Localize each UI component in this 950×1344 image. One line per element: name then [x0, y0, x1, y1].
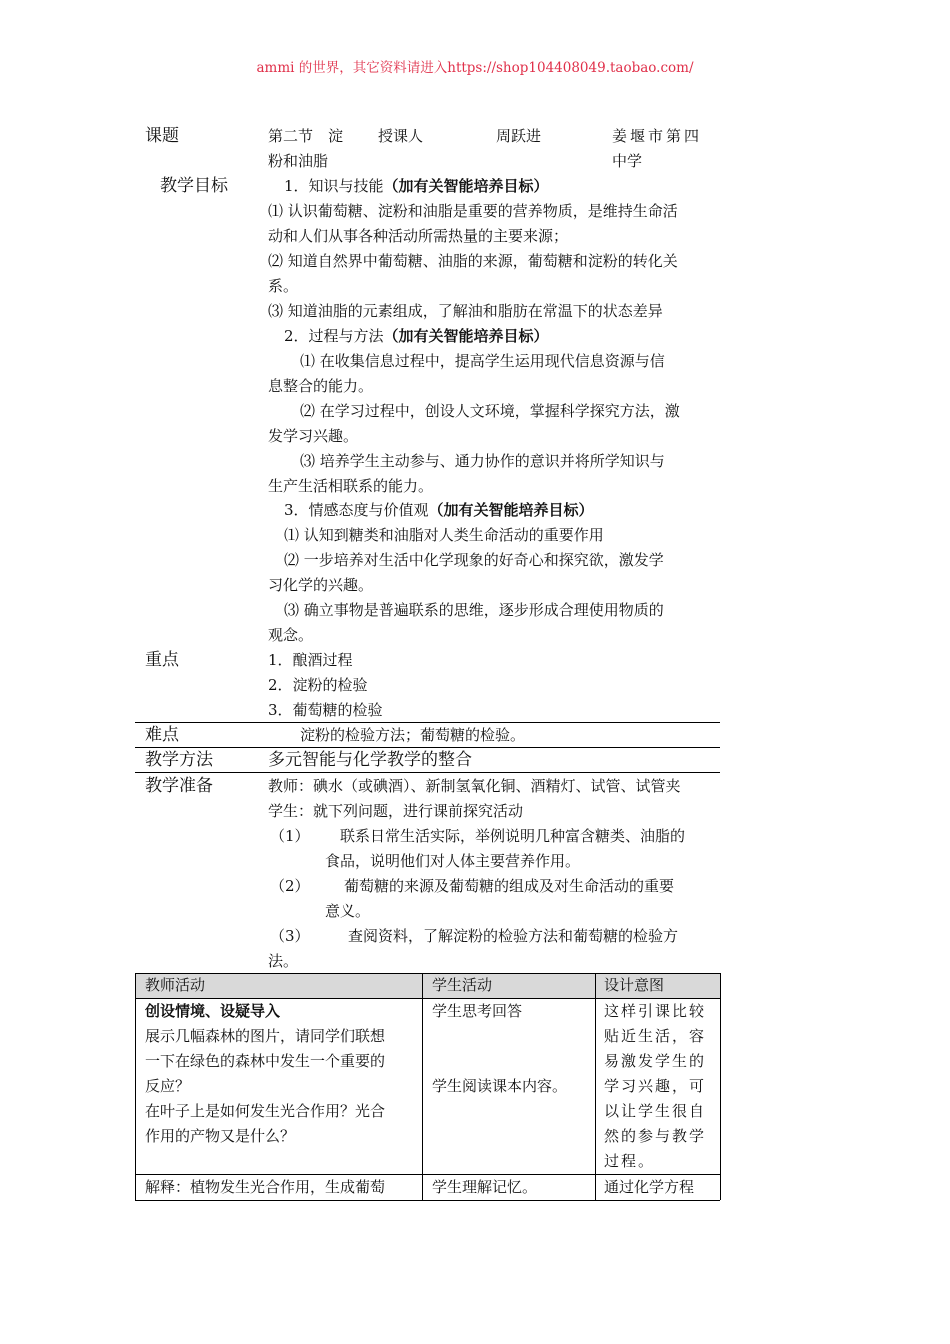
topic-line-2: 粉和油脂: [268, 152, 329, 170]
goal-1-line: 动和人们从事各种活动所需热量的主要来源；: [268, 227, 569, 245]
goals-label: 教学目标: [160, 176, 228, 196]
goal-2-line: 生产生活相联系的能力。: [268, 477, 434, 495]
table-cell-teacher-line: 反应？: [145, 1077, 191, 1095]
teacher-name: 周跃进: [496, 127, 542, 145]
page-header-link[interactable]: ammi 的世界，其它资料请进入https://shop104408049.taobao.com/: [256, 60, 694, 76]
difficulty-label: 难点: [145, 725, 179, 745]
goal-3-line: 习化学的兴趣。: [268, 576, 374, 594]
goal-3-line: ⑵ 一步培养对生活中化学现象的好奇心和探究欲，激发学: [284, 551, 664, 569]
table-cell-intent-line: 过程。: [604, 1152, 656, 1170]
goal-2-line: ⑶ 培养学生主动参与、通力协作的意识并将所学知识与: [300, 452, 665, 470]
goal-2-line: ⑴ 在收集信息过程中，提高学生运用现代信息资源与信: [300, 352, 665, 370]
prep-item-number: （3）: [270, 927, 310, 945]
goal-section-2-title: 2．过程与方法（加有关智能培养目标）: [284, 327, 549, 345]
prep-teacher: 教师：碘水（或碘酒）、新制氢氧化铜、酒精灯、试管、试管夹: [268, 777, 681, 795]
table-cell-student: 学生思考回答: [432, 1002, 523, 1020]
table-cell-teacher: 解释：植物发生光合作用，生成葡萄: [145, 1178, 386, 1196]
key-points-label: 重点: [145, 650, 179, 670]
teacher-label: 授课人: [378, 127, 424, 145]
table-cell-intent-line: 然的参与教学: [604, 1127, 707, 1145]
goal-3-line: ⑴ 认知到糖类和油脂对人类生命活动的重要作用: [284, 526, 604, 544]
goal-2-line: 发学习兴趣。: [268, 427, 359, 445]
prep-item-line: 食品，说明他们对人体主要营养作用。: [325, 852, 581, 870]
prep-item-number: （1）: [270, 827, 310, 845]
table-header-student: 学生活动: [432, 976, 493, 994]
table-header-teacher: 教师活动: [145, 976, 206, 994]
goal-1-line: ⑶ 知道油脂的元素组成，了解油和脂肪在常温下的状态差异: [268, 302, 663, 320]
table-cell-teacher-line: 在叶子上是如何发生光合作用？光合: [145, 1102, 386, 1120]
goal-1-line: ⑵ 知道自然界中葡萄糖、油脂的来源，葡萄糖和淀粉的转化关: [268, 252, 678, 270]
key-point-item: 3．葡萄糖的检验: [268, 701, 383, 719]
table-cell-intent: 通过化学方程: [604, 1178, 695, 1196]
goal-1-line: 系。: [268, 277, 299, 295]
goal-section-1-title: 1．知识与技能（加有关智能培养目标）: [284, 177, 549, 195]
prep-item-line: 联系日常生活实际，举例说明几种富含糖类、油脂的: [340, 827, 686, 845]
method-text: 多元智能与化学教学的整合: [268, 750, 472, 770]
table-cell-intent-line: 贴近生活，容: [604, 1027, 707, 1045]
table-cell-teacher-line: 作用的产物又是什么？: [145, 1127, 296, 1145]
topic-line-1: 第二节 淀: [268, 127, 344, 145]
difficulty-text: 淀粉的检验方法；葡萄糖的检验。: [300, 726, 526, 744]
table-cell-student: 学生阅读课本内容。: [432, 1077, 568, 1095]
table-border: [135, 973, 136, 1200]
table-cell-intent-line: 学习兴趣，可: [604, 1077, 707, 1095]
goal-3-line: 观念。: [268, 626, 314, 644]
key-point-item: 1．酿酒过程: [268, 651, 353, 669]
prep-student: 学生：就下列问题，进行课前探究活动: [268, 802, 524, 820]
table-cell-teacher-line: 一下在绿色的森林中发生一个重要的: [145, 1052, 386, 1070]
prep-item-line: 法。: [268, 952, 299, 970]
goal-1-line: ⑴ 认识葡萄糖、淀粉和油脂是重要的营养物质，是维持生命活: [268, 202, 678, 220]
table-cell-student: 学生理解记忆。: [432, 1178, 538, 1196]
method-label: 教学方法: [145, 750, 213, 770]
table-header-intent: 设计意图: [604, 976, 665, 994]
table-cell-intent-line: 以让学生很自: [604, 1102, 707, 1120]
table-border: [135, 1200, 720, 1201]
prep-item-line: 意义。: [325, 902, 371, 920]
key-point-item: 2．淀粉的检验: [268, 676, 368, 694]
topic-label: 课题: [145, 126, 179, 146]
table-border: [720, 973, 721, 1200]
goal-3-line: ⑶ 确立事物是普遍联系的思维，逐步形成合理使用物质的: [284, 601, 664, 619]
table-cell-intent-line: 这样引课比较: [604, 1002, 707, 1020]
school-line-1: 姜堰市第四: [612, 127, 703, 145]
table-cell-teacher-title: 创设情境、设疑导入: [145, 1002, 281, 1020]
table-cell-intent-line: 易激发学生的: [604, 1052, 707, 1070]
prep-item-line: 葡萄糖的来源及葡萄糖的组成及对生命活动的重要: [344, 877, 675, 895]
prep-label: 教学准备: [145, 776, 213, 796]
school-line-2: 中学: [612, 152, 643, 170]
table-border: [422, 973, 423, 1200]
prep-item-number: （2）: [270, 877, 310, 895]
goal-section-3-title: 3．情感态度与价值观（加有关智能培养目标）: [284, 501, 594, 519]
prep-item-line: 查阅资料，了解淀粉的检验方法和葡萄糖的检验方: [348, 927, 679, 945]
goal-2-line: ⑵ 在学习过程中，创设人文环境，掌握科学探究方法，激: [300, 402, 680, 420]
goal-2-line: 息整合的能力。: [268, 377, 374, 395]
table-cell-teacher-line: 展示几幅森林的图片，请同学们联想: [145, 1027, 386, 1045]
table-border: [595, 973, 596, 1200]
